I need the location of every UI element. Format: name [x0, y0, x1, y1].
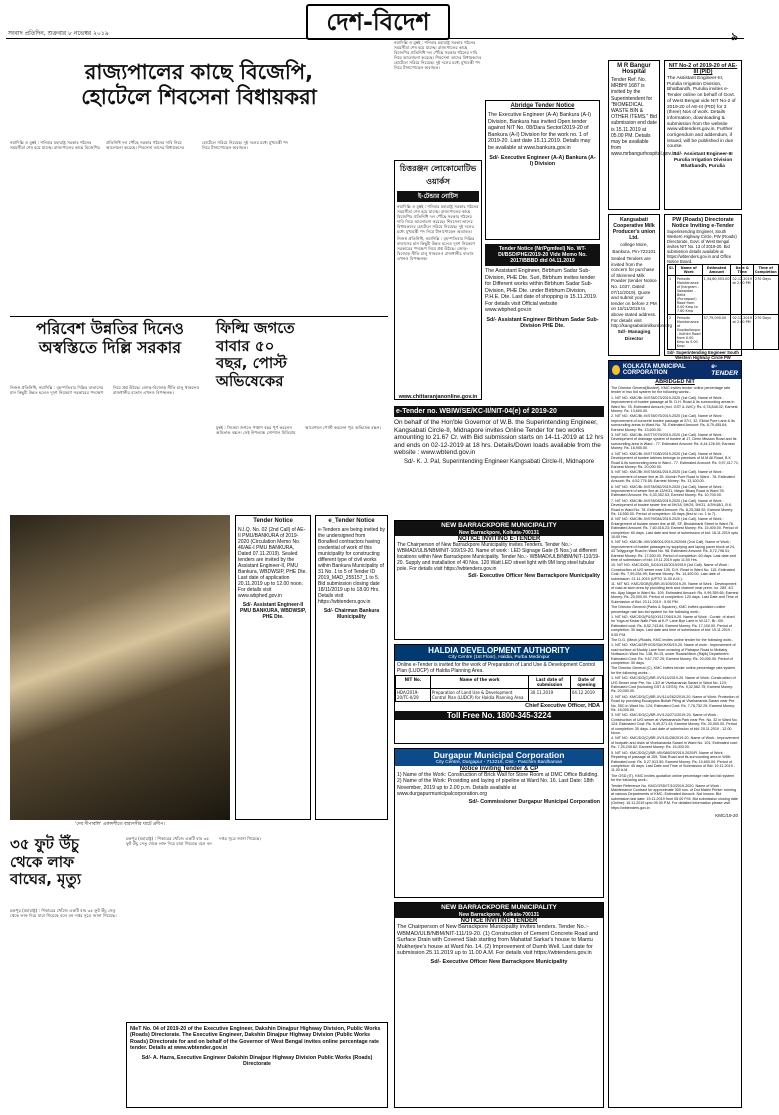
tender-notice-bankura: [235, 515, 311, 820]
haldia-table: [395, 675, 603, 702]
durgapur-title: Notice Inviting Tender & CP: [459, 766, 539, 772]
haldia-th-last: Last date of submission: [529, 676, 571, 689]
pw-table: [667, 264, 779, 350]
pw-th-work: Name of Work: [675, 265, 702, 276]
story3-body: [216, 425, 388, 513]
haldia-th-work: Name of the work: [430, 676, 528, 689]
story4-text-cont: চন্দ্রপুর (মহারাষ্ট্র) : শিকারের খোঁজে একটি বাঘ ৩৫ ফুট উঁচু সেতু থেকে লাফ দিয়ে মারা গিয়েছে বলে বন দপ্তর সূত্রে জানা গিয়েছে।: [126, 836, 261, 847]
photo-caption: 'দেব দীপাবলি' একাদশীতে বারাণসীর ঘাটে প্রদীপ।: [75, 822, 165, 827]
haldia-address: City Centre (1st Floor), Haldia, Purba Medinipur: [448, 655, 550, 660]
abridge-tender-notice: [485, 100, 600, 240]
mid-filler: নয়াদিল্লি ও মুম্বই : শনিবার মহারাষ্ট্র সরকার গঠনের সময়সীমা শেষ হয়ে যাচ্ছে। রাজ্যপালের কাছে বিজেপির প্রতিনিধি দল পৌঁছে সরকার গঠনের দাবি নিয়ে আলোচনা করেছে। শিবসেনা তাদের বিধায়কদের হোটেলে সরিয়ে নিয়েছে। দুই দলের মধ্যে মুখ্যমন্ত্রী পদ নিয়ে টানাপোড়েন অব্যাহত।: [394, 40, 482, 71]
kmc-subtitle: ABRIDGED NIT: [655, 379, 695, 385]
story3-headline-line3: বছর, পোস্ট: [216, 354, 287, 373]
pw-r2-work: Periodic Maintenance of Gopiballavpur - Kultikri Road from 0.00 Kmp to 5.00 Kmp: [676, 316, 701, 348]
story2-headline-block: [10, 320, 210, 380]
haldia-td-last: 30.11.2019: [529, 689, 571, 702]
story3-text: মুম্বই : সিনেমা জগতে পঞ্চাশ বছর পূর্ণ করলেন অমিতাভ বচ্চন। সেই উপলক্ষে সোশ্যাল মিডিয়ায় আবেগঘন পোস্ট করলেন পুত্র অভিষেক বচ্চন।: [216, 425, 381, 436]
nb2-body: The Chairperson of New Barrackpore Municipality invites tenders. Tender No.:- WBMAD/ULB/NBM/NIT-111/19-20. (1) Construction of Cement Concrete Road and Surface Drain with Covered Slab starting from Mahattaf Sarkar's house to Mantu Mukherjee's house at Ward No. 14. (2) Improvement of Dumb Well. Last date for submission 25.11.2019 up to 11.00 A.M. For details visit https://wbtenders.gov.in: [397, 924, 599, 957]
list-item: 1. NIT NO. KMC/Br-IV/078/073/2019-2020 (1st Call). Name of Work : Improvement of bustee passage at St. D.H. Road & its surrounding areas in Ward No. 78. Estimated Amount (Incl. GST & LWC): Rs. 6,78,848.02; Earnest Money: Rs. 13,600.00.: [611, 395, 738, 414]
pw-th-date: Date & Time: [731, 265, 753, 276]
pw-sign: Sd/- Superintending Engineer South Western Highway Circle PW: [667, 350, 739, 360]
nb2-sign: Sd/- Executive Officer New Barrackpore Municipality: [430, 958, 568, 965]
story4-body: [10, 908, 120, 1108]
haldia-development-authority: [394, 644, 604, 744]
nb2-org: NEW BARRACKPORE MUNICIPALITY: [395, 903, 603, 912]
chittaranjan-text-2: নিজস্ব প্রতিনিধি, নয়াদিল্লি : বৃহস্পতিবার দিল্লির বাতাসের মান কিছুটা উন্নত হলেও দূষণ নিয়ন্ত্রণে সরকারের পদক্ষেপ নিয়ে প্রশ্ন উঠছে। জোড়-বিজোড় নীতি চালু থাকলেও রাজধানীর বাতাস এখনও বিপজ্জনক।: [397, 235, 476, 261]
list-item: 3. NIT NO. KMC/DG(C)/BR-XV/124/271/2019-20. Name of Work : Construction of U/G sewer at Vivekananda Park near Pre. No. 32 in Ward No. 124; Estimated Cost: Rs. 9,49,371.43; Earnest Money: Rs. 20,000.00. Period of completion: 30 days. Last date of submission of bid: 20.11.2019 - 12.00 Noon.: [611, 713, 738, 736]
lead-headline-block: [10, 60, 388, 140]
haldia-org: HALDIA DEVELOPMENT AUTHORITY: [428, 646, 570, 655]
story2-headline-line1: পরিবেশ উন্নতির দিনেও: [36, 319, 184, 338]
story4-headline-line2: থেকে লাফ: [10, 852, 75, 871]
etender-bankura-title: e_Tender Notice: [328, 518, 375, 524]
story2-body: [10, 385, 210, 513]
list-item: The Director General (Parks & Squares), KMC invites quotation online percentage rate two bid system for the following work:-: [611, 605, 726, 614]
durgapur-address: City Centre, Durgapur - 713216, Dist.- Paschim Bardhaman: [435, 760, 563, 765]
list-item: 2. NIT NO. KMC/Br-IV/078/075/2019-2020 (1st Call). Name of Work : Improvement of concrete bustee passage at 37/1, 32, Ekbal Pore Lane & its surrounding areas in Ward No. 78. Estimated Amount: Rs. 6,79,455.64; Earnest Money: Rs. 13,600.00.: [611, 414, 735, 432]
list-item: 9. NIT NO. KMC/Br-VIII/108/001/2019-2020/M (2nd Call). Name of Work : Improvement of bustee passages by supplying and laying paver block at 24, 43 Tollygunge Road in Ward No. 98. Estimated Amount: Rs. 8,72,798.01; Earnest Money: Rs. 17,500.00. Period of completion: 60 days. Last date and time of submission of bid: 19.11.2019 upto 11:00 Hrs.: [611, 540, 736, 563]
pw-r2-amount: 57,79,090.00: [702, 315, 731, 350]
pw-body: Superintending Engineer, South Western Highway Circle, PW (Roads) Directorate, Govt. of West Bengal invites NIT No. 13 of 2019-20. Bid submission details available at https://wbtenders.gov.in and Office Notice Board.: [667, 229, 737, 264]
list-item: 10. NIT NO. KMC/DGB_S/010/115/2019/2019 (1st Call). Name of Work : Construction of U/G sewer near 109, D.H. Road in Ward No. 115. Estimated Cost: Rs. 7,99,254.99; Earnest Money: Rs. 14,400.00. Last date of submission: 21.11.2019 (UPTO 11.00 A.M.).: [611, 563, 735, 581]
etender-bankura-municipality: [315, 515, 388, 820]
list-item: 5. NIT NO. KMC/DG(C)/BR-VIII/086/29/2019-2020/R. Name of Work : Repairing of passage at 159, Tilak Road and its surrounding area in W86; Estimated cost: Rs. 5,27,513.50; Earnest Money: Rs. 10,600.00. Period of completion: 45 days. Last Date and Time of Submission of Bid: 19.11.2019 - 11.00 A.M.: [611, 750, 735, 773]
purulia-sign: Sd/- Assistant Engineer-III Purulia Irrigation Division Bhatbandh, Purulia: [673, 152, 733, 169]
page-number: ৯: [730, 30, 738, 43]
abridge-title: Abridge Tender Notice: [510, 103, 575, 109]
list-item: 5. NIT NO. KMC/Br-IV/078/081/2019-2020 (1st Call). Name of Work : Improvement of sewer line at 35, Momin Pore Road in Ward - 78. Estimated Amount: Rs. 6,52,776.55; Earnest Money: Rs. 13,100.00.: [611, 470, 735, 484]
mrb-title: M R Bangur Hospital: [617, 63, 651, 75]
durgapur-sign: Sd/- Commissioner Durgapur Municipal Corporation: [468, 799, 600, 806]
haldia-th-nit: NIT No.: [396, 676, 431, 689]
nb1-body: The Chairperson of New Barrackpore Municipality invites Tenders. Tender No.:- WBMAD/ULB/NBM/NIT-109/19-20. Name of work : LED Signage Gate (5 Nos.) at different locations within New Barrackpore Municipality. Tender No.:- WBMAD/ULB/NBM/NIT-110/19-20. Supply and installation of 40 Nos. 120 Watt LED street light with 9M long steel tubular pole. For details visit https://wbtenders.gov.in: [397, 542, 600, 572]
haldia-th-open: Date of opening: [570, 676, 602, 689]
masthead: [0, 0, 750, 50]
kmc-footer: KMC/19-20: [715, 812, 738, 818]
phe-body: The Assistant Engineer, Birbhum Sadar Sub-Division, PHE Dte. Suri, Birbhum invites tender for Different works within Birbhum Sadar Sub-Division, PHE Dte. under Birbhum Division, P.H.E. Dte. Last date of shopping is 15.11.2019. For details visit Official website www.wbphed.gov.in: [485, 268, 598, 313]
tender-bankura-title: Tender Notice: [253, 518, 293, 524]
phe-sign: Sd/- Assistant Engineer Birbhum Sadar Sub-Division PHE Dte.: [486, 316, 599, 329]
mrb-body: Tender Ref. No. MRBH/ 1687 is invited by the Superintendent for "BIOMEDICAL WASTE BIN & OTHER ITEMS." Bid submission end date is 15.11.2019 at 05.00 PM. Details may be available from www.mrbangurhospital.gov.in: [611, 77, 676, 158]
pw-r1-time: 270 Days: [753, 276, 778, 315]
kangsabati-milk-union: [608, 214, 673, 356]
list-item: 1. NIT NO. KMC/ASPH/GS/SUKH/05/19-20. Name of work : Improvement of road surface at Muddy Lane from crossing of Patrapur Road to Mutiaby Nuttawa in Ward No. 138, Br-15, under Roads/Mech (Rajib) Department. Estimated Cost: Rs. 9,67,707.29; Earnest Money: Rs. 20,000.00. Period of completion: 30 days.: [611, 643, 736, 665]
story2-text: নিজস্ব প্রতিনিধি, নয়াদিল্লি : বৃহস্পতিবার দিল্লির বাতাসের মান কিছুটা উন্নত হলেও দূষণ নিয়ন্ত্রণে সরকারের পদক্ষেপ নিয়ে প্রশ্ন উঠছে। জোড়-বিজোড় নীতি চালু থাকলেও রাজধানীর বাতাস এখনও বিপজ্জনক।: [10, 385, 200, 396]
pw-r2-date: 02.12.2019 at 2.00 PM: [731, 315, 753, 350]
kangsabati-title: Kangsabati Cooperative Milk Producer's union Ltd.: [612, 217, 656, 241]
durgapur-org: Durgapur Municipal Corporation: [433, 750, 565, 760]
new-barrackpore-tender-1: [394, 520, 604, 640]
kangsabati-sign: Sd/- Managing Director: [617, 329, 651, 342]
nb2-address: New Barrackpore, Kolkata-700131: [395, 912, 603, 918]
story4-text: চন্দ্রপুর (মহারাষ্ট্র) : শিকারের খোঁজে একটি বাঘ ৩৫ ফুট উঁচু সেতু থেকে লাফ দিয়ে মারা গিয়েছে বলে বন দপ্তর সূত্রে জানা গিয়েছে।: [10, 908, 117, 919]
list-item: The Director General (C), KMC invites tender online percentage rate system for the following works :-: [611, 666, 736, 675]
story4-headline-block: [10, 836, 120, 906]
etender-wbiw: [394, 406, 604, 516]
list-item: The D.G. (Mech.)/Roads, KMC invites online tender for the following work:-: [611, 637, 734, 642]
story3-headline-line1: ফিল্মি জগতে: [216, 319, 295, 337]
kmc-title: KOLKATA MUNICIPAL CORPORATION: [622, 364, 686, 376]
tender-phe-birbhum: [485, 244, 600, 404]
ghat-photo: [10, 515, 230, 820]
haldia-body: Online e-Tender is invited for the work of Preparation of Land Use & Development Control Plan (LUDCP) of Haldia Planning Area.: [397, 662, 596, 674]
list-item: 3. NIT NO. KMC/Br-IV/077/079/2019-2020 (1st Call). Name of Work : Development of drainage system of bustee at 17, Deen Mission Road and its surrounding area in Ward - 77. Estimated Amount: Rs. 8,44,126.50; Earnest Money: Rs. 16,900.00.: [611, 433, 737, 451]
story2-headline-line2: অস্বস্তিতে দিল্লি সরকার: [38, 337, 182, 357]
story4-headline-line1: ৩৫ ফুট উঁচু: [10, 835, 79, 853]
phe-title: Tender Notice (Nr/Pgmfeel) No. WT-Dl/BSD/PHE/2019-20 Vide Memo No. 2017/BBBD dtd 04.11.2019: [485, 244, 600, 266]
list-item: 1. NIT NO. KMC/DG(C)/BR-XV/114/2019-20. Name of Work: Construction of U/G Sewer near Pre. No. L3/2 at Vivekananda Sarani in Ward No. 124; Estimated Cost (including GST & CESS): Rs. 9,32,562.75; Earnest Money: Rs. 20,000.00.: [611, 676, 736, 694]
kangsabati-subtitle: college More, Bankura, Pin-722101: [612, 242, 656, 254]
wbiw-body: On behalf of the Hon'ble Governor of W.B. the Superintending Engineer, Kangsabati Circle-II, Midnapore invites Online Tender for two works amounting to 21.67 Cr. with Bid submission starts on 14-11-2019 at 12 hrs and ends on 02-12-2019 at 18 hrs. Details/Down loads available from the website : www.wbtend.gov.in: [394, 419, 604, 457]
kmc-header: [609, 361, 741, 379]
tender-bankura-sign: Sd/- Assistant Engineer-II PMU BANKURA, WBDWSIP, PHE Dte.: [239, 602, 307, 620]
pw-th-sl: Sl.: [668, 265, 676, 276]
lead-story-body: [10, 140, 388, 312]
etender-bankura-body: e-Tenders are being invited by the undersigned from Bonafied contractors having credential of work of this municipality for constructing different type of civil works within Bankura Municipality of 31 No. 1 to 5 of Tender ID 2019_MAD_255157_1 to 5. Bid submission closing date 18/11/2019 up to 18.00 Hrs. Details visit https://wbtenders.gov.in: [318, 527, 385, 605]
section-title: দেশ-বিদেশ: [306, 4, 450, 40]
chittaranjan-title: চিত্তরঞ্জন লোকোমোটিভ ওয়ার্কস: [399, 164, 477, 186]
list-item: 11. NIT NO. KMC/DGB(S)/BR-XI/109/2019-20. Name of Work : Development of road at slum area by providing kerb and channel near prem. no. 289, 4/2 etc. Ajay Nagar in Ward No. 109. Estimated Amount: Rs. 9,99,359.65; Earnest Money: Rs. 20,000.00. Period of completion: 120 days. Last Date and Time of Submission of Bid: 23.11.2019 - 5.00 PM.: [611, 582, 739, 604]
chittaranjan-website: www.chittaranjanonline.gov.in: [398, 394, 478, 400]
nb2-title: NOTICE INVITING TENDER: [460, 918, 538, 924]
haldia-header: [395, 645, 603, 661]
table-row: [668, 276, 779, 315]
haldia-td-open: 04.12.2019: [570, 689, 602, 702]
wbiw-sign: Sd/- K. J. Pal, Superintending Engineer Kangsabati Circle-II, Midnapore: [403, 458, 595, 465]
etender-bankura-sign: Sd/- Chairman Bankura Municipality: [323, 608, 380, 620]
story3-headline-block: [216, 320, 388, 420]
kmc-logo-icon: [612, 365, 620, 375]
chittaranjan-text: নয়াদিল্লি ও মুম্বই : শনিবার মহারাষ্ট্র সরকার গঠনের সময়সীমা শেষ হয়ে যাচ্ছে। রাজ্যপালের কাছে বিজেপির প্রতিনিধি দল পৌঁছে সরকার গঠনের দাবি নিয়ে আলোচনা করেছে। শিবসেনা তাদের বিধায়কদের হোটেলে সরিয়ে নিয়েছে। দুই দলের মধ্যে মুখ্যমন্ত্রী পদ নিয়ে টানাপোড়েন অব্যাহত।: [397, 204, 479, 235]
dateline: সংবাদ প্রতিদিন, শুক্রবার ৮ নভেম্বর ২০১৯: [8, 30, 109, 37]
pw-r1-amount: 1,34,60,553.00: [702, 276, 731, 315]
abridge-body: The Executive Engineer (A-A) Bankura (A-I) Division, Bankura has invited Open tender against NIT No. 08/Dara Sector/2019-20 of Bankura (A-I) Division for the work no. 1 of 2019-20. Last date 15.11.2019. Details may be available at www.bankura.gov.in: [488, 112, 592, 151]
kangsabati-body: Sealed Tenders are invited from the concern for purchase of Skimmed Milk Powder (tender Notice No. 1037, Dated 07/11/2019). Quote and submit your tender on before 2 PM on 15/11/2019 to above stated address. For details visit http://kangsabatimilkunion.org: [611, 256, 673, 329]
table-row: [668, 315, 779, 350]
durgapur-body: 1) Name of the Work: Construction of Brick Wall for Store Room at DMC Office Building. 2) Name of the Work: Providing and laying of pipeline at Ward No. 16. Last Date: 18th November, 2019 up to 2.00 p.m. Details available at www.durgapurmunicipalcorporation.org: [397, 772, 599, 797]
list-item: 2. NIT NO. KMC/DG(C)/BR-XV/114/262/2019-20. Name of Work: Protection of Road by providing Eucalyptus Bullah Piling at Vivekananda Sarani near Pre. No. 55C in Ward No. 124; Estimated Cost: Rs. 7,78,752.29; Earnest Money: Rs. 16,000.00.: [611, 694, 739, 713]
pw-r2-time: 270 Days: [753, 315, 778, 350]
kmc-etender-notice: [608, 360, 742, 1108]
wbiw-title: e-Tender no. WBIW/SE/KC-II/NIT-04(e) of 2019-20: [394, 406, 604, 417]
pw-r1-date: 02.12.2019 at 2.00 PM: [731, 276, 753, 315]
pw-title: PW (Roads) Directorate Notice Inviting e-Tender: [671, 217, 735, 229]
pw-r2-sl: 2: [668, 315, 676, 350]
story4-headline-line3: বাঘের, মৃত্যু: [10, 870, 82, 889]
nit-dd-body: NIeT No. 04 of 2019-20 of the Executive Engineer, Dakshin Dinajpur Highway Division, Public Works (Roads) Directorate. The Executive Engineer, Dakshin Dinajpur Highway Division (Public Works Roads) Directorate for and on behalf of the Governor of West Bengal invites online percentage rate tender. Details at www.wbtender.gov.in: [130, 1026, 381, 1051]
table-row: [396, 689, 603, 702]
story3-headline-line4: অভিষেকের: [216, 372, 284, 391]
new-barrackpore-tender-2: [394, 902, 604, 1108]
header-rule: [6, 38, 744, 39]
pw-roads-etender: [664, 214, 777, 360]
list-item: Tender Reference No. KMC/OSD/IT/10/2019-2020. Name of Work : Maintenance Contract for approximate 300 nos. of Dot Matrix Printer running at various Departments of KMC; Estimated Amount: Not known. Bid submission last date: 19.11.2019 from 05.00 P.M. Bid submission closing date (Online): 16.11.2019 upto 05.00 P.M. For detailed information please visit https://wbtenders.gov.in: [611, 783, 738, 810]
durgapur-municipal-corporation: [394, 748, 604, 898]
kmc-items: [609, 385, 741, 812]
abridge-sign: Sd/- Executive Engineer (A-A) Bankura (A-I) Division: [489, 154, 596, 168]
pw-r1-sl: 1: [668, 276, 676, 315]
chittaranjan-etender: [394, 160, 482, 400]
kmc-etender: e-TENDER: [711, 363, 738, 377]
haldia-tollfree: Toll Free No. 1800-345-3224: [395, 711, 603, 720]
nb1-org: NEW BARRACKPORE MUNICIPALITY: [395, 521, 603, 530]
purulia-irrigation-nit: [664, 60, 742, 210]
list-item: 1. NIT NO. KMC/DG(P&S)/XI/117/06/19-20. Name of Work : Constr. of shed for Yoga at Kedar Nath Park at K.P. Lane Bye Lane in W-117, Br.-XIII. Estimated cost: Rs. 8,52,743.84; Earnest Money: Rs. 17,100.00. Period of completion: 30 days. Last date and time of submission of bid: 19.11.2019 - 5:00 P.M.: [611, 614, 735, 637]
nit-dakshin-dinajpur: [126, 1022, 388, 1108]
chittaranjan-body: [397, 204, 479, 394]
story4-body-cont: [126, 836, 306, 1021]
pw-th-time: Time of Completion: [754, 266, 777, 274]
pw-th-amount: Estimated Amount: [702, 265, 731, 276]
lead-headline-line1: রাজ্যপালের কাছে বিজেপি,: [84, 60, 314, 84]
list-item: 4. NIT NO. KMC/DG(C)/BR-XV/101/28/2019-20. Name of Work : Improvement of footpath and drain at Vivekananda Sarani in Ward No. 101; Estimated cost: Rs. 7,25,249.82; Earnest Money: Rs. 15,000.00.: [611, 736, 739, 750]
pw-r1-work: Periodic Maintenance of Jhargram - Sawaidan - Belia (Purnapani) Road from 0.00 Kmp to 7.60 Kmp: [675, 276, 702, 315]
chittaranjan-subtitle: ই-টেন্ডার নোটিস: [397, 191, 479, 202]
list-item: The OSD (IT), KMC invites quotation online percentage rate two bid system for the following work:-: [611, 773, 735, 783]
nb1-sign: Sd/- Executive Officer New Barrackpore Municipality: [468, 573, 600, 579]
purulia-body: The Assistant Engineer-III, Purulia Irrigation Division, Bhatbandh, Purulia invites e-Tender online on behalf of Govt. of West Bengal vide NIT No-2 of 2019-20 of AE-III (PID) for 3 (three) Nos of work. Details information, downloading & submission from the website www.wbtenders.gov.in. Further corrigendum and addendum, if issued, will be published in due course.: [667, 76, 736, 150]
lead-story-text: নয়াদিল্লি ও মুম্বই : শনিবার মহারাষ্ট্র সরকার গঠনের সময়সীমা শেষ হয়ে যাচ্ছে। রাজ্যপালের কাছে বিজেপির প্রতিনিধি দল পৌঁছে সরকার গঠনের দাবি নিয়ে আলোচনা করেছে। শিবসেনা তাদের বিধায়কদের হোটেলে সরিয়ে নিয়েছে। দুই দলের মধ্যে মুখ্যমন্ত্রী পদ নিয়ে টানাপোড়েন অব্যাহত।: [10, 140, 289, 151]
nit-dd-sign: Sd/- A. Hazra, Executive Engineer Dakshin Dinajpur Highway Division Public Works (Roads) Directorate: [141, 1055, 373, 1068]
purulia-title: NIT No-2 of 2019-20 of AE-III (PID): [668, 63, 738, 75]
durgapur-header: [395, 749, 603, 766]
mid-filler-text: [394, 40, 482, 160]
list-item: 8. NIT NO. KMC/Br-IV/079/084/2019-2020 (1st Call). Name of Work : Enlargement of bustee sewer line at 8E, SF, Bholabhanti Street in Ward 78. Estimated Amount: Rs. 7,60,016.23; Earnest Money: Rs. 15,400.00. Period of completion: 60 days. Last date and time of submission of bid: 18.11.2019 upto 10:00 Hrs.: [611, 517, 739, 539]
list-item: 6. NIT NO. KMC/Br-IV/078/082/2019-2020 (1st Call). Name of Work : Improvement of sewer line at 13/H/31, Mayur Bhanj Road in Ward 78. Estimated Amount: Rs. 5,33,352.53; Earnest Money: Rs. 10,700.00.: [611, 484, 725, 498]
haldia-td-work: Preparation of Land Use & Development Control Plan (LUDCP) for Haldia Planning Area: [430, 689, 528, 702]
nb1-address: New Barrackpore, Kolkata-700131: [395, 530, 603, 536]
haldia-td-nit: HDA/2019-20/TC-II/29: [396, 689, 431, 702]
nb1-title: NOTICE INVITING E-TENDER: [457, 536, 541, 542]
list-item: 4. NIT NO. KMC/Br-IV/077/080/2019-2020 (1st Call). Name of Work : Development of bustee latrines belongs to premises of M.M Ali Road, B K Road & its surrounding area in Ward - 77. Estimated Amount: Rs. 9,97,417.71; Earnest Money: Rs. 20,000.00.: [611, 451, 739, 469]
story3-headline-line2: বাবার ৫০: [216, 336, 275, 355]
list-item: The Director General(Bustee), KMC invites tender online percentage rate tender in two bid system for the following works:-: [611, 386, 731, 395]
list-item: 7. NIT NO. KMC/Br-IV/078/083/2019-2020 (1st Call). Name of Work : Development of bustee sewer line at 5H/18, 5H/26, 5H/31, 4/3H/48/1, B.K. Road in Ward No. 78. Estimated Amount: Rs. 8,25,288.92; Earnest Money: Rs. 16,550.00. Period of completion: 45 days (first sl. no. 1 to 7).: [611, 498, 734, 516]
haldia-sign: Chief Executive Officer, HDA: [525, 703, 600, 709]
tender-bankura-body: N.I.Q. No. 02 (2nd Call) of AE-II PMU/BANKURA of 2019-2020 (Circulation Memo No. 46/AE-I PMU BANKURA, Dated 07.11.2019). Sealed tenders are invited by the Assistant Engineer-II, PMU Bankura, WBDWSIP, PHE Dte. Last date of application 20.11.2019 up to 12.00 noon. For details visit www.wbphed.gov.in: [238, 527, 307, 599]
mr-bangur-hospital: [608, 60, 676, 210]
divider: [10, 316, 388, 317]
lead-headline-line2: হোটেলে শিবসেনা বিধায়করা: [81, 84, 317, 109]
